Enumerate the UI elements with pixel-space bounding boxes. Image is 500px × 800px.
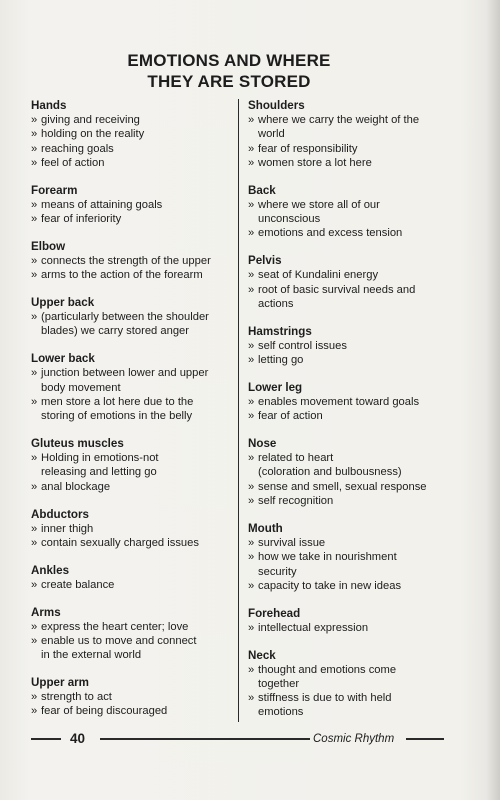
section-shoulders (248, 98, 448, 170)
bullet-icon: » (31, 311, 38, 324)
section-heading: Pelvis (248, 254, 282, 268)
item-text-line: anal blockage (41, 480, 111, 493)
page-footer (0, 730, 500, 750)
left-column (31, 98, 236, 731)
bullet-icon: » (31, 142, 38, 155)
list-item (31, 578, 236, 592)
section-heading: Mouth (248, 521, 283, 535)
section-neck (248, 648, 448, 720)
list-item (31, 704, 236, 718)
bullet-icon: » (31, 578, 38, 591)
item-text-line: reaching goals (41, 142, 114, 155)
section-forehead (248, 606, 448, 635)
section-heading: Shoulders (248, 99, 305, 112)
section-hamstrings (248, 324, 448, 368)
section-heading: Hands (31, 99, 67, 112)
item-text-line: security (258, 565, 297, 578)
list-item (248, 663, 448, 692)
item-text-line: arms to the action of the forearm (41, 269, 203, 282)
bullet-icon: » (31, 269, 38, 282)
bullet-icon: » (248, 452, 255, 465)
item-text-line: where we carry the weight of the (258, 114, 420, 126)
bullet-icon: » (31, 452, 38, 465)
list-item (31, 198, 236, 212)
section-heading: Upper back (31, 296, 95, 310)
item-text-line: junction between lower and upper (41, 367, 209, 380)
list-item (31, 451, 236, 480)
bullet-icon: » (248, 269, 255, 282)
bullet-icon: » (31, 522, 38, 535)
list-item (248, 621, 448, 635)
bullet-icon: » (31, 620, 38, 633)
section-heading: Back (248, 183, 276, 197)
list-item (31, 690, 236, 704)
item-text-line: means of attaining goals (41, 198, 163, 211)
bullet-icon: » (248, 156, 255, 169)
item-text-line: enables movement toward goals (258, 395, 420, 408)
item-text-line: contain sexually charged issues (41, 536, 199, 549)
list-item (31, 156, 236, 170)
item-text-line: capacity to take in new ideas (258, 579, 402, 592)
page-edge-shadow (486, 0, 500, 800)
section-lower-leg (248, 380, 448, 424)
bullet-icon: » (31, 367, 38, 380)
list-item (31, 127, 236, 141)
list-item (248, 480, 448, 494)
list-item (248, 142, 448, 156)
list-item (248, 198, 448, 227)
section-forearm (31, 183, 236, 227)
item-text-line: (coloration and bulbousness) (258, 466, 402, 479)
list-item (31, 212, 236, 226)
list-item (248, 550, 448, 579)
list-item (31, 142, 236, 156)
list-item (248, 409, 448, 423)
list-item (31, 395, 236, 424)
item-text-line: seat of Kundalini energy (258, 269, 379, 282)
item-text-line: feel of action (41, 156, 105, 169)
running-title: Cosmic Rhythm (313, 733, 395, 745)
section-heading: Upper arm (31, 676, 89, 690)
section-lower-back (31, 351, 236, 423)
item-text-line: unconscious (258, 213, 321, 226)
page-number: 40 (70, 731, 86, 746)
item-text-line: blades) we carry stored anger (41, 325, 189, 338)
section-abductors (31, 507, 236, 551)
item-text-line: fear of action (258, 410, 323, 423)
item-text-line: (particularly between the shoulder (41, 311, 209, 324)
section-heading: Elbow (31, 239, 66, 253)
title-line-1: EMOTIONS AND WHERE (127, 51, 331, 70)
page-title (0, 50, 458, 92)
item-text-line: emotions (258, 706, 304, 719)
section-heading: Forehead (248, 606, 301, 620)
item-text-line: actions (258, 297, 294, 310)
footer-rule-left (31, 738, 61, 740)
item-text-line: intellectual expression (258, 621, 369, 634)
item-text-line: in the external world (41, 649, 142, 662)
bullet-icon: » (248, 395, 255, 408)
section-heading: Hamstrings (248, 324, 312, 338)
list-item (248, 494, 448, 508)
bullet-icon: » (31, 156, 38, 169)
item-text-line: fear of inferiority (41, 213, 122, 226)
item-text-line: holding on the reality (41, 128, 145, 141)
section-heading: Gluteus muscles (31, 437, 124, 451)
section-heading: Lower leg (248, 380, 303, 394)
bullet-icon: » (248, 579, 255, 592)
list-item (31, 310, 236, 339)
item-text-line: strength to act (41, 691, 112, 704)
list-item (248, 353, 448, 367)
item-text-line: emotions and excess tension (258, 227, 403, 240)
bullet-icon: » (248, 198, 255, 211)
item-text-line: letting go (258, 354, 304, 367)
section-heading: Neck (248, 648, 276, 662)
list-item (248, 283, 448, 312)
section-heading: Nose (248, 437, 277, 451)
bullet-icon: » (248, 663, 255, 676)
section-heading: Forearm (31, 183, 78, 197)
item-text-line: self control issues (258, 339, 347, 352)
item-text-line: connects the strength of the upper (41, 254, 211, 267)
footer-rule-middle (100, 738, 310, 740)
bullet-icon: » (248, 551, 255, 564)
list-item (248, 268, 448, 282)
bullet-icon: » (31, 395, 38, 408)
title-line-2: THEY ARE STORED (147, 72, 311, 91)
bullet-icon: » (248, 283, 255, 296)
bullet-icon: » (248, 536, 255, 549)
section-upper-back (31, 295, 236, 339)
item-text-line: self recognition (258, 495, 334, 508)
section-nose (248, 436, 448, 508)
section-elbow (31, 239, 236, 283)
bullet-icon: » (31, 254, 38, 267)
list-item (248, 226, 448, 240)
section-gluteus-muscles (31, 436, 236, 494)
item-text-line: related to heart (258, 452, 334, 465)
bullet-icon: » (31, 536, 38, 549)
item-text-line: Holding in emotions-not (41, 452, 159, 465)
section-mouth (248, 521, 448, 593)
bullet-icon: » (31, 114, 38, 126)
item-text-line: where we store all of our (258, 198, 380, 211)
item-text-line: root of basic survival needs and (258, 283, 416, 296)
item-text-line: how we take in nourishment (258, 551, 397, 564)
bullet-icon: » (248, 621, 255, 634)
bullet-icon: » (31, 634, 38, 647)
bullet-icon: » (31, 128, 38, 141)
item-text-line: releasing and letting go (41, 466, 157, 479)
list-item (248, 395, 448, 409)
section-hands (31, 98, 236, 170)
list-item (248, 339, 448, 353)
bullet-icon: » (248, 495, 255, 508)
bullet-icon: » (248, 354, 255, 367)
item-text-line: thought and emotions come (258, 663, 397, 676)
bullet-icon: » (248, 142, 255, 155)
list-item (31, 522, 236, 536)
section-heading: Ankles (31, 563, 70, 577)
item-text-line: men store a lot here due to the (41, 395, 194, 408)
list-item (31, 254, 236, 268)
item-text-line: enable us to move and connect (41, 634, 197, 647)
bullet-icon: » (248, 410, 255, 423)
section-arms (31, 605, 236, 663)
bullet-icon: » (248, 480, 255, 493)
list-item (248, 691, 448, 720)
item-text-line: fear of being discouraged (41, 705, 168, 718)
item-text-line: women store a lot here (258, 156, 372, 169)
list-item (248, 156, 448, 170)
item-text-line: stiffness is due to with held (258, 692, 392, 705)
list-item (248, 536, 448, 550)
section-heading: Arms (31, 605, 61, 619)
bullet-icon: » (248, 692, 255, 705)
list-item (31, 268, 236, 282)
item-text-line: together (258, 677, 300, 690)
list-item (31, 634, 236, 663)
item-text-line: giving and receiving (41, 114, 140, 126)
bullet-icon: » (31, 691, 38, 704)
item-text-line: storing of emotions in the belly (41, 410, 193, 423)
list-item (31, 366, 236, 395)
section-heading: Lower back (31, 352, 95, 366)
section-back (248, 183, 448, 241)
bullet-icon: » (31, 480, 38, 493)
list-item (31, 536, 236, 550)
bullet-icon: » (248, 227, 255, 240)
section-heading: Abductors (31, 507, 89, 521)
list-item (31, 620, 236, 634)
item-text-line: express the heart center; love (41, 620, 189, 633)
item-text-line: world (258, 128, 285, 141)
item-text-line: survival issue (258, 536, 326, 549)
bullet-icon: » (31, 198, 38, 211)
bullet-icon: » (31, 705, 38, 718)
list-item (248, 579, 448, 593)
list-item (31, 480, 236, 494)
item-text-line: fear of responsibility (258, 142, 358, 155)
section-pelvis (248, 253, 448, 311)
item-text-line: create balance (41, 578, 115, 591)
list-item (248, 451, 448, 480)
list-item (248, 113, 448, 142)
bullet-icon: » (248, 114, 255, 126)
column-divider (238, 99, 239, 722)
item-text-line: body movement (41, 381, 121, 394)
list-item (31, 113, 236, 127)
bullet-icon: » (248, 339, 255, 352)
section-ankles (31, 563, 236, 592)
item-text-line: sense and smell, sexual response (258, 480, 427, 493)
bullet-icon: » (31, 213, 38, 226)
item-text-line: inner thigh (41, 522, 94, 535)
right-column (248, 98, 448, 732)
section-upper-arm (31, 675, 236, 719)
footer-rule-right (406, 738, 444, 740)
